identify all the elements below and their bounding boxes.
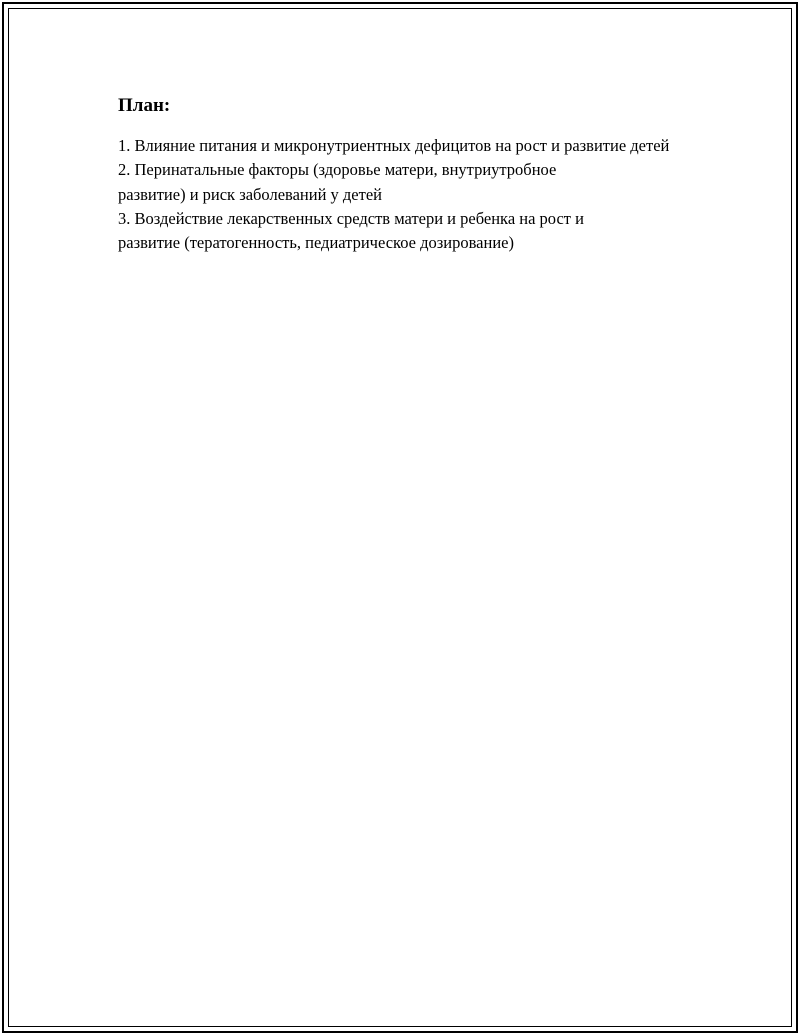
plan-item-3: 3. Воздействие лекарственных средств матери и ребенка на рост и развитие (тератогенность, педиатрическое дозирование) bbox=[118, 208, 584, 253]
plan-item-2: 2. Перинатальные факторы (здоровье матери, внутриутробное развитие) и риск заболеваний у детей bbox=[118, 160, 557, 204]
plan-list bbox=[118, 134, 698, 255]
plan-heading: План: bbox=[118, 95, 171, 116]
document-content bbox=[118, 95, 698, 255]
plan-item-1: 1. Влияние питания и микронутриентных дефицитов на рост и развитие детей bbox=[118, 136, 670, 155]
